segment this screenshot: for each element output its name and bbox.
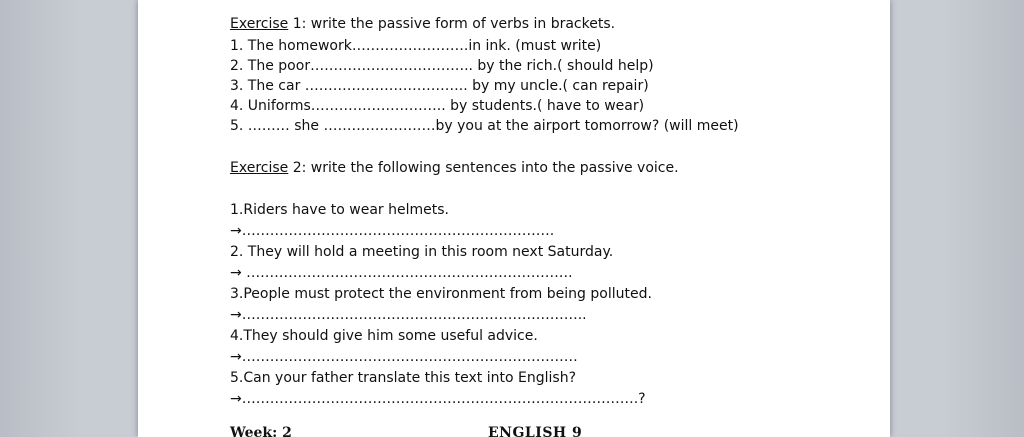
footer-week: Week: 2 [230, 425, 292, 437]
exercise-2-answer-line: →……………………………………………………………… [230, 349, 578, 365]
exercise-2-sentence: 3.People must protect the environment from being polluted. [230, 286, 652, 302]
exercise-2-sentence: 4.They should give him some useful advice. [230, 328, 538, 344]
document-page [138, 0, 890, 437]
exercise-1-label: Exercise [230, 16, 289, 32]
page-content [230, 14, 870, 410]
spacer [230, 180, 870, 200]
exercise-1-title: 1: write the passive form of verbs in brackets. [288, 16, 616, 32]
exercise-2-heading [230, 158, 870, 178]
exercise-2-answer-line: →……………………………………………………………….. [230, 307, 587, 323]
exercise-2-sentence: 2. They will hold a meeting in this room next Saturday. [230, 244, 614, 260]
exercise-1-item: 1. The homework…………………….in ink. (must write) [230, 38, 602, 54]
spacer [230, 136, 870, 158]
exercise-2-answer-line: →…………………………………………………………. [230, 223, 555, 239]
exercise-1-heading [230, 14, 870, 34]
exercise-2-title: 2: write the following sentences into the passive voice. [288, 160, 679, 176]
exercise-1-item: 3. The car …………………………….. by my uncle.( can repair) [230, 78, 649, 94]
exercise-1-item: 2. The poor…………………………….. by the rich.( should help) [230, 58, 654, 74]
footer-subject: ENGLISH 9 [488, 425, 583, 437]
exercise-1-item: 4. Uniforms……………………….. by students.( have to wear) [230, 98, 645, 114]
exercise-2-label: Exercise [230, 160, 289, 176]
exercise-2-answer-line: →………………………………………………………………………….? [230, 391, 646, 407]
exercise-1-item: 5. ……… she ……………………by you at the airport tomorrow? (will meet) [230, 118, 739, 134]
exercise-2-sentence: 5.Can your father translate this text into English? [230, 370, 576, 386]
exercise-2-answer-line: → ……………………………………………………………. [230, 265, 573, 281]
exercise-2-sentence: 1.Riders have to wear helmets. [230, 202, 449, 218]
